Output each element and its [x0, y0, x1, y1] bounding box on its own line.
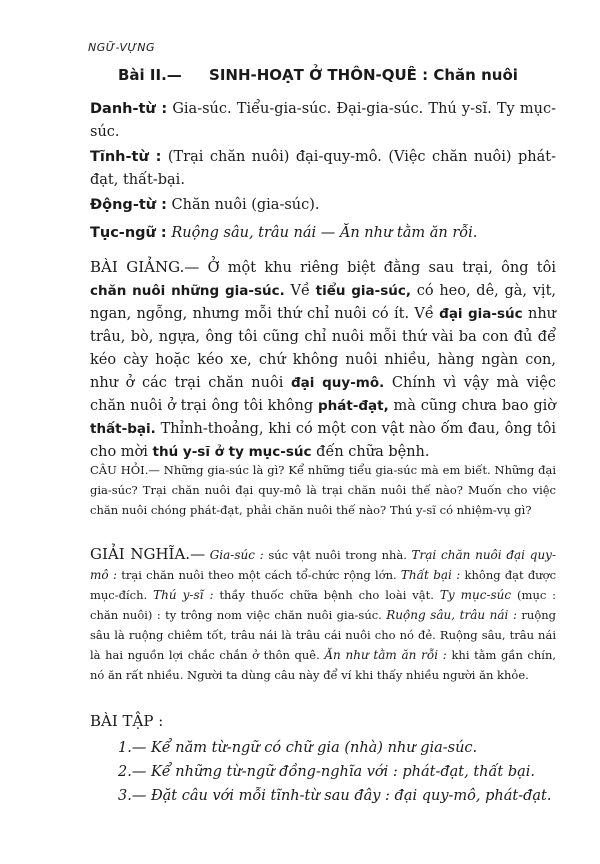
- vocab-nouns: [90, 98, 556, 144]
- questions-paragraph: [90, 460, 556, 520]
- explain-term: Thú y-sĩ :: [153, 588, 214, 602]
- explain-term: Gia-súc :: [209, 548, 264, 562]
- explanations-paragraph: [90, 544, 556, 685]
- explain-definition: thầy thuốc chữa bệnh cho loài vật.: [219, 588, 434, 602]
- vocab-adjectives: [90, 146, 556, 192]
- explain-definition: súc vật nuôi trong nhà.: [268, 548, 407, 562]
- lecture-text: Chính vì vậy mà việc chăn nuôi ở trại ông tôi không: [90, 375, 557, 414]
- nouns-label: Danh-từ :: [90, 101, 168, 117]
- proverb-label: Tục-ngữ :: [90, 225, 167, 241]
- vocab-verbs: [90, 194, 556, 217]
- lecture-text: đến chữa bệnh.: [316, 444, 430, 460]
- explain-definition: (mục : chăn nuôi) : ty trông nom việc chăn nuôi gia-súc.: [90, 588, 557, 622]
- verbs-label: Động-từ :: [90, 197, 167, 213]
- proverb-text: Ruộng sâu, trâu nái — Ăn như tằm ăn rỗi.: [171, 225, 478, 241]
- lecture-text: có heo, dê, gà, vịt, ngan, ngỗng, nhưng mỗi thứ chỉ nuôi có ít. Về: [90, 283, 556, 322]
- exercise-1: 1.— Kể năm từ-ngữ có chữ gia (nhà) như gia-súc.: [118, 740, 478, 756]
- questions-label: CÂU HỎI.—: [90, 463, 160, 477]
- vocab-proverb: [90, 222, 556, 245]
- lecture-text: Ở một khu riêng biệt đằng sau trại, ông tôi: [207, 260, 557, 276]
- explain-definition: không đạt được mục-đích.: [90, 568, 557, 602]
- lecture-text: Về: [290, 283, 310, 299]
- lecture-label: BÀI GIẢNG.—: [90, 258, 200, 276]
- explain-definition: khi tằm gần chín, nó ăn rất nhiều. Người ta dùng câu này để ví khi thấy nhiều người ăn khỏe.: [90, 648, 557, 682]
- lecture-keyword: phát-đạt,: [317, 398, 389, 414]
- lecture-text: Thỉnh-thoảng, khi có một con vật nào ốm đau, ông tôi cho mời: [90, 421, 556, 460]
- explain-definition: ruộng sâu là ruộng chiêm tốt, trâu nái là trâu cái nuôi cho nó đẻ. Ruộng sâu, trâu nái là hai nguồn lợi chắc chắn ở thôn quê.: [90, 608, 557, 662]
- lesson-heading: SINH-HOẠT Ở THÔN-QUÊ: [209, 66, 417, 84]
- lecture-keyword: đại gia-súc: [439, 306, 523, 322]
- lecture-keyword: thú y-sĩ ở ty mục-súc: [152, 444, 312, 460]
- adjectives-label: Tĩnh-từ :: [90, 149, 162, 165]
- explain-term: Thất bại :: [400, 568, 461, 582]
- explain-term: Ăn như tằm ăn rỗi :: [324, 648, 447, 662]
- lesson-title: Bài II.— SINH-HOẠT Ở THÔN-QUÊ : Chăn nuôi: [118, 66, 518, 84]
- exercises-heading: [90, 710, 556, 734]
- questions-text: Những gia-súc là gì? Kể những tiểu gia-súc mà em biết. Những đại gia-súc? Trại chăn nuôi đại quy-mô là trại chăn nuôi thế nào? Muốn cho việc chăn nuôi chóng phát-đạt, phải chăn nuôi thế nào? Thú y-sĩ có nhiệm-vụ gì?: [90, 463, 557, 517]
- running-header: NGỮ-VỰNG: [88, 41, 155, 54]
- lecture-keyword: tiểu gia-súc,: [315, 283, 412, 299]
- explanations-label: GIẢI NGHĨA.—: [90, 545, 206, 563]
- verbs-text: Chăn nuôi (gia-súc).: [171, 197, 320, 213]
- explain-term: Trại chăn nuôi đại quy-mô :: [90, 548, 557, 582]
- explain-definition: trại chăn nuôi theo một cách tổ-chức rộng lớn.: [121, 568, 397, 582]
- lecture-paragraph: [90, 256, 556, 464]
- explain-term: Ruộng sâu, trâu nái :: [386, 608, 517, 622]
- exercise-3: 3.— Đặt câu với mỗi tĩnh-từ sau đây : đại quy-mô, phát-đạt.: [118, 788, 552, 804]
- lesson-number: Bài II.—: [118, 66, 182, 84]
- nouns-text: Gia-súc. Tiểu-gia-súc. Đại-gia-súc. Thú y-sĩ. Ty mục-súc.: [90, 101, 557, 140]
- lesson-subtitle: Chăn nuôi: [433, 66, 518, 84]
- lecture-text: như trâu, bò, ngựa, ông tôi cũng chỉ nuôi mỗi thứ vài ba con đủ để kéo cày hoặc kéo xe, chứ không nuôi nhiều, hàng ngàn con, như ở các trại chăn nuôi: [90, 306, 557, 391]
- lecture-keyword: chăn nuôi những gia-súc.: [90, 283, 285, 299]
- exercises-label: BÀI TẬP :: [90, 712, 164, 730]
- lecture-text: mà cũng chưa bao giờ: [393, 398, 556, 414]
- lecture-keyword: đại quy-mô.: [291, 375, 385, 391]
- explain-term: Ty mục-súc: [439, 588, 512, 602]
- exercise-2: 2.— Kể những từ-ngữ đồng-nghĩa với : phát-đạt, thất bại.: [118, 764, 535, 780]
- adjectives-text: (Trại chăn nuôi) đại-quy-mô. (Việc chăn nuôi) phát-đạt, thất-bại.: [90, 149, 556, 188]
- lecture-keyword: thất-bại.: [90, 421, 156, 437]
